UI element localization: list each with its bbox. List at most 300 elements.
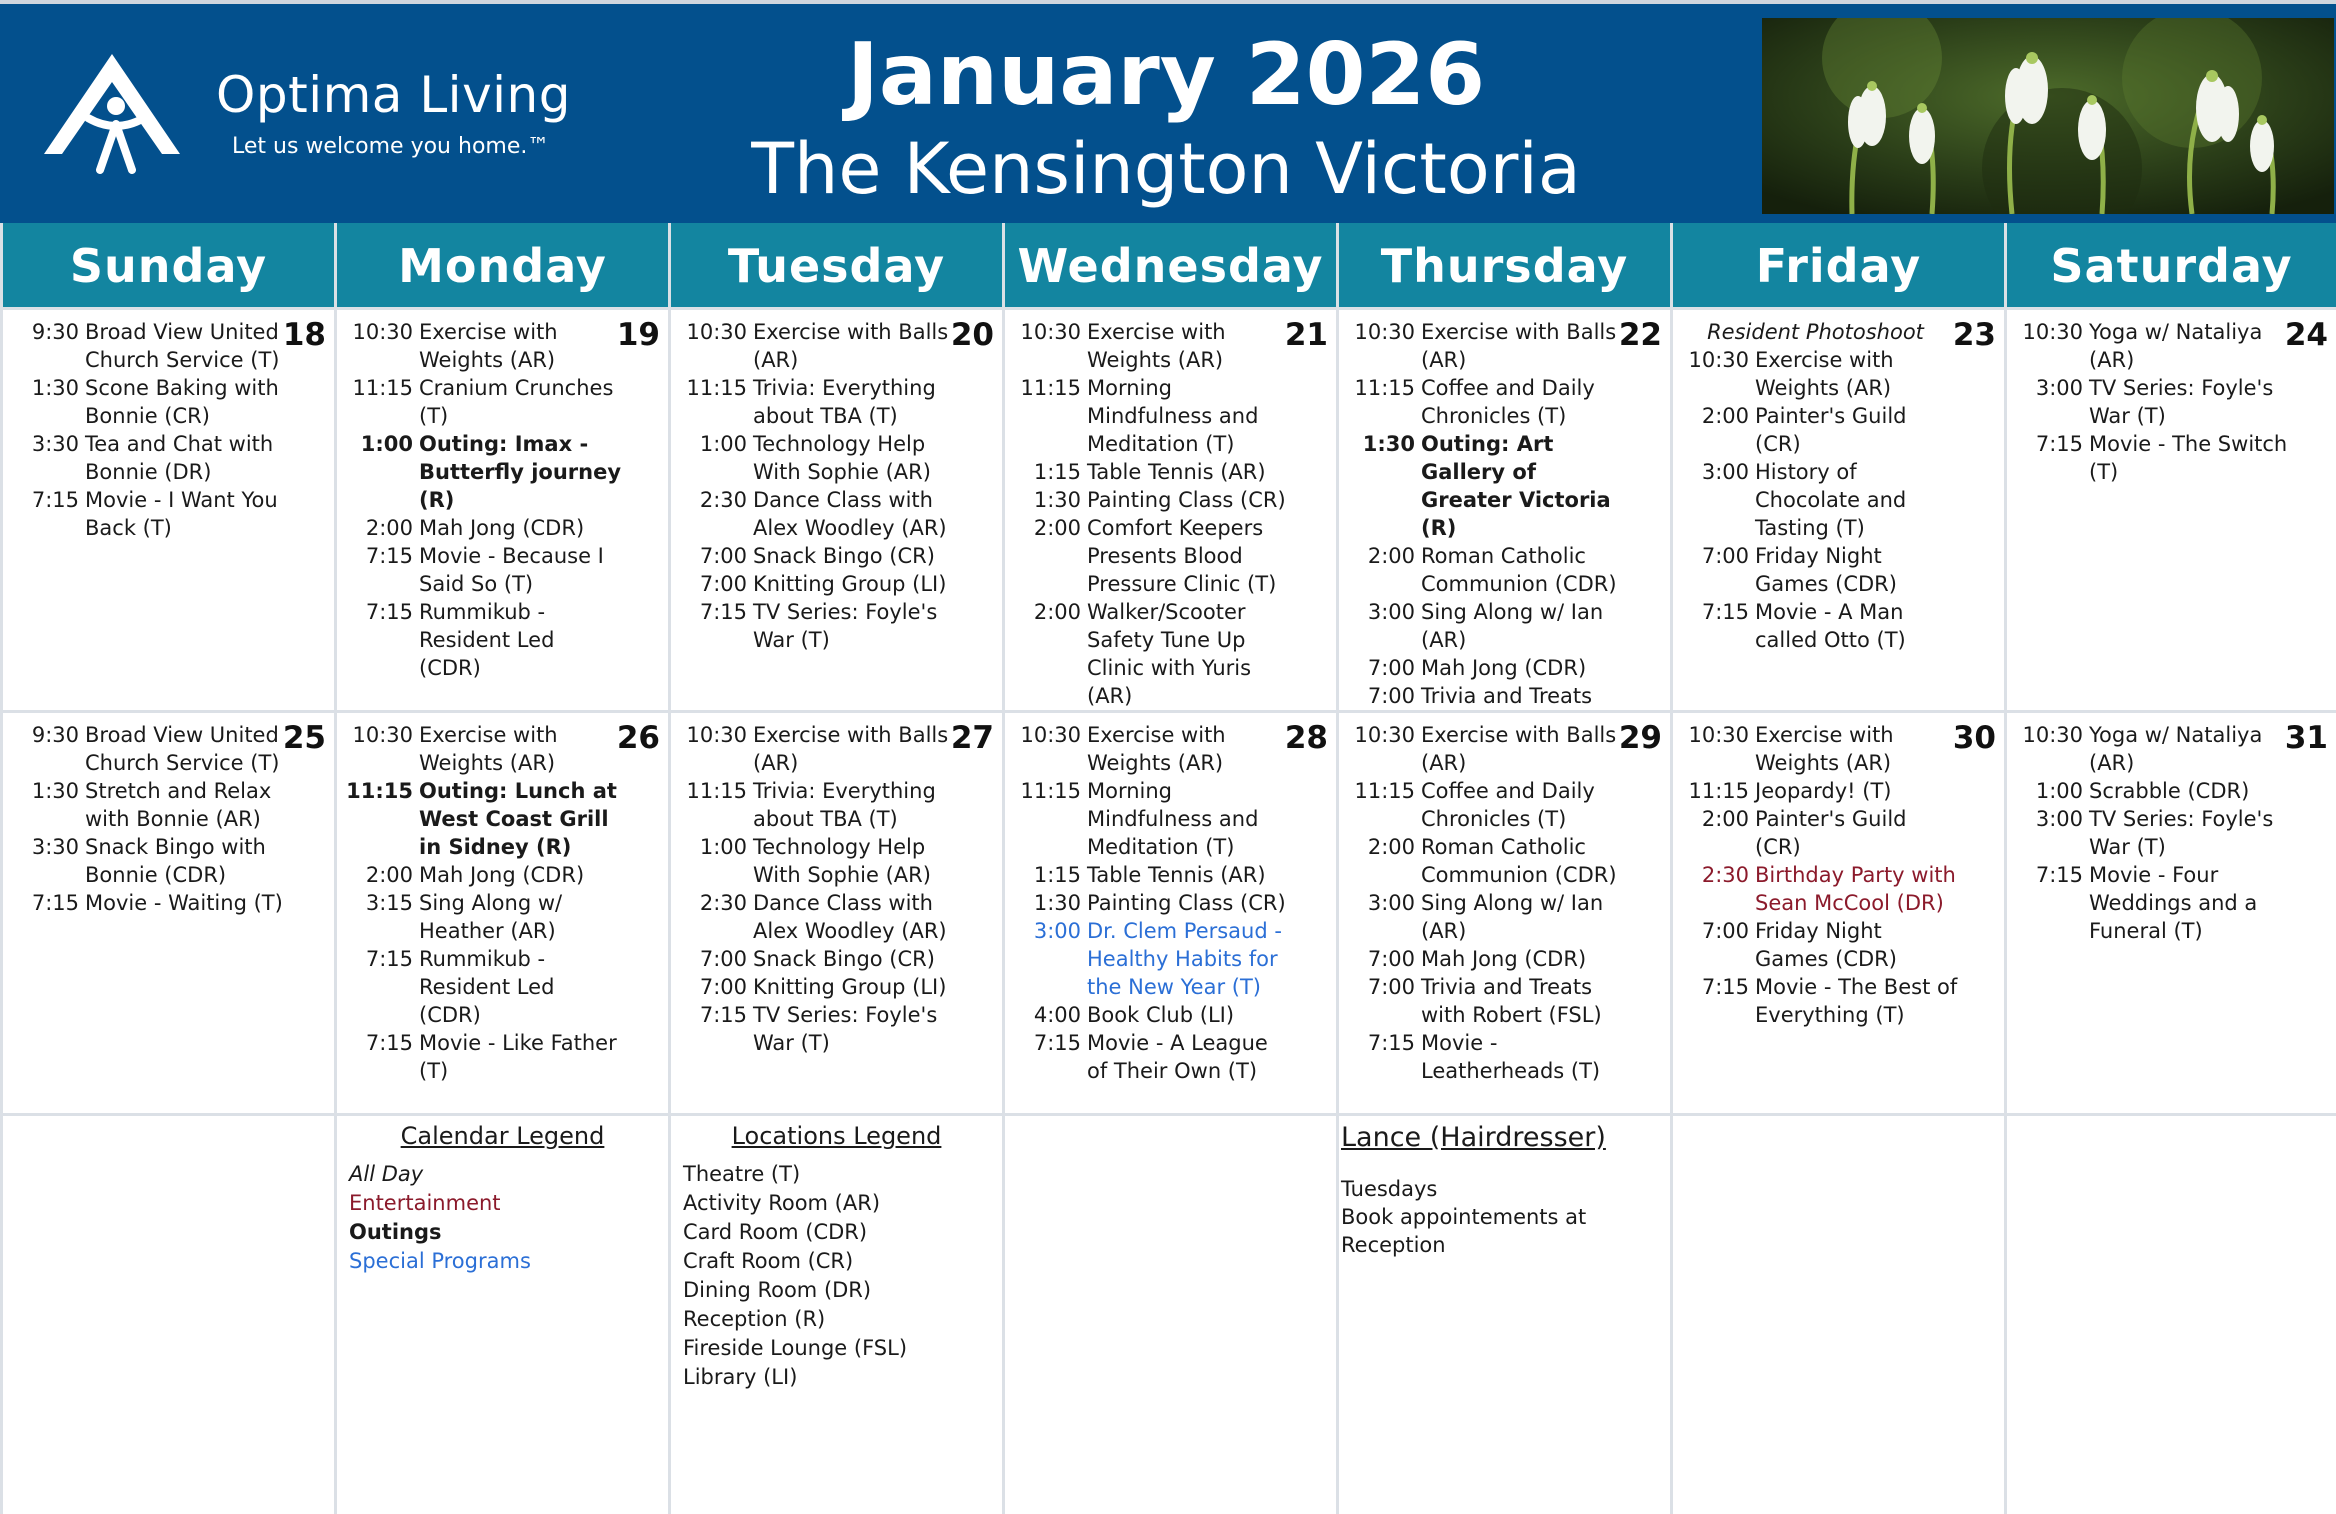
event-item <box>1005 486 1290 514</box>
event-time: 3:30 <box>31 432 79 456</box>
event-text: Snack Bingo (CR) <box>753 947 935 971</box>
hairdresser-cell <box>1336 1113 1670 1514</box>
day-number: 19 <box>616 317 660 353</box>
event-item <box>337 889 622 945</box>
location-item: Fireside Lounge (FSL) <box>683 1336 908 1360</box>
event-text: Stretch and Relax with Bonnie (AR) <box>85 779 272 831</box>
calendar-legend-list <box>337 1160 668 1276</box>
event-item <box>1339 833 1624 889</box>
event-time: 2:00 <box>1367 835 1415 859</box>
event-item <box>1005 777 1290 861</box>
event-text: Technology Help With Sophie (AR) <box>753 432 931 484</box>
event-item <box>1005 721 1290 777</box>
day-events <box>1339 721 1624 1085</box>
legend-outings: Outings <box>349 1220 442 1244</box>
event-text: Yoga w/ Nataliya (AR) <box>2089 723 2263 775</box>
location-item: Activity Room (AR) <box>683 1191 881 1215</box>
event-time: 7:15 <box>365 947 413 971</box>
all-day-event: Resident Photoshoot <box>1707 320 1924 344</box>
event-item <box>1673 458 1958 542</box>
empty-cell-saturday <box>2004 1113 2336 1514</box>
hairdresser-title: Lance (Hairdresser) <box>1341 1122 1606 1153</box>
event-item <box>671 318 956 374</box>
hairdresser-booking: Book appointements at Reception <box>1341 1205 1587 1257</box>
event-item <box>1339 598 1624 654</box>
dow-sunday: Sunday <box>0 223 334 307</box>
event-time: 3:00 <box>1367 891 1415 915</box>
day-events <box>1673 318 1958 654</box>
event-time: 7:15 <box>1701 600 1749 624</box>
event-text: Comfort Keepers Presents Blood Pressure Clinic (T) <box>1087 516 1277 596</box>
event-item <box>1005 598 1290 710</box>
event-time: 11:15 <box>686 779 747 803</box>
event-text: Morning Mindfulness and Meditation (T) <box>1087 376 1259 456</box>
event-text: Table Tennis (AR) <box>1087 460 1266 484</box>
snowdrop-flowers-image <box>1762 18 2334 214</box>
event-text: Exercise with Balls (AR) <box>1421 320 1617 372</box>
location-item: Craft Room (CR) <box>683 1249 854 1273</box>
optima-living-logo <box>44 54 571 174</box>
event-time: 7:15 <box>1033 1031 1081 1055</box>
event-item-outing <box>337 430 622 514</box>
event-time: 3:00 <box>1701 460 1749 484</box>
event-text: Knitting Group (LI) <box>753 572 947 596</box>
event-item <box>1339 945 1624 973</box>
event-text: Mah Jong (CDR) <box>419 516 585 540</box>
event-text: TV Series: Foyle's War (T) <box>2089 807 2274 859</box>
event-time: 7:15 <box>365 1031 413 1055</box>
event-item <box>671 833 956 889</box>
event-text: Friday Night Games (CDR) <box>1755 919 1897 971</box>
event-text: Trivia and Treats <box>1421 684 1593 708</box>
event-item <box>1673 346 1958 402</box>
locations-legend-title: Locations Legend <box>731 1122 942 1150</box>
event-time: 11:15 <box>1354 376 1415 400</box>
event-time: 3:30 <box>31 835 79 859</box>
location-item: Card Room (CDR) <box>683 1220 868 1244</box>
event-time: 7:15 <box>365 544 413 568</box>
event-time: 7:15 <box>31 891 79 915</box>
event-text: Broad View United Church Service (T) <box>85 723 280 775</box>
event-time: 7:00 <box>1367 656 1415 680</box>
day-cell-23 <box>1670 307 2004 710</box>
day-cell-30 <box>1670 710 2004 1113</box>
event-text: Exercise with Balls (AR) <box>753 723 949 775</box>
event-item <box>3 374 288 430</box>
event-time: 1:15 <box>1033 460 1081 484</box>
event-time: 10:30 <box>1354 723 1415 747</box>
event-time: 11:15 <box>686 376 747 400</box>
event-item <box>337 318 622 374</box>
day-cell-18 <box>0 307 334 710</box>
event-text: Mah Jong (CDR) <box>1421 947 1587 971</box>
event-text: Roman Catholic Communion (CDR) <box>1421 544 1617 596</box>
day-number: 28 <box>1284 720 1328 756</box>
event-text: Table Tennis (AR) <box>1087 863 1266 887</box>
event-time: 2:00 <box>1701 807 1749 831</box>
event-time: 1:30 <box>1362 432 1415 456</box>
event-time: 10:30 <box>1354 320 1415 344</box>
event-text: Sing Along w/ Ian (AR) <box>1421 600 1604 652</box>
event-item <box>1339 889 1624 945</box>
event-item <box>671 542 956 570</box>
event-time: 7:00 <box>1367 947 1415 971</box>
event-text: Exercise with Balls (AR) <box>753 320 949 372</box>
event-text: Sing Along w/ Ian (AR) <box>1421 891 1604 943</box>
event-text: Walker/Scooter Safety Tune Up Clinic with Yuris (AR) <box>1087 600 1252 708</box>
event-text: Exercise with Weights (AR) <box>1087 723 1226 775</box>
event-item <box>1673 973 1958 1029</box>
day-events <box>1339 318 1624 710</box>
dow-wednesday: Wednesday <box>1002 223 1336 307</box>
house-person-logo-icon <box>44 54 214 174</box>
event-text: Technology Help With Sophie (AR) <box>753 835 931 887</box>
event-text: Trivia: Everything about TBA (T) <box>753 779 936 831</box>
event-item <box>1339 777 1624 833</box>
event-time: 10:30 <box>686 320 747 344</box>
event-item <box>3 721 288 777</box>
event-text: Movie - Like Father (T) <box>419 1031 617 1083</box>
event-time: 7:15 <box>1367 1031 1415 1055</box>
day-events <box>2007 318 2290 486</box>
event-text: Dr. Clem Persaud - Healthy Habits for the New Year (T) <box>1087 919 1282 999</box>
event-text: Yoga w/ Nataliya (AR) <box>2089 320 2263 372</box>
event-time: 11:15 <box>1688 779 1749 803</box>
event-item-outing <box>337 777 622 861</box>
event-time: 7:00 <box>1701 919 1749 943</box>
event-item <box>1673 777 1958 805</box>
event-time: 2:00 <box>1701 404 1749 428</box>
calendar-grid <box>0 223 2336 1514</box>
event-text: Coffee and Daily Chronicles (T) <box>1421 376 1595 428</box>
event-item <box>2007 861 2290 945</box>
event-item <box>1005 1001 1290 1029</box>
event-time: 11:15 <box>1020 779 1081 803</box>
day-events <box>1005 318 1290 710</box>
event-time: 11:15 <box>1354 779 1415 803</box>
event-time: 10:30 <box>2022 320 2083 344</box>
event-time: 7:00 <box>699 544 747 568</box>
legend-special-programs: Special Programs <box>349 1249 531 1273</box>
day-number: 21 <box>1284 317 1328 353</box>
event-text: Outing: Art Gallery of Greater Victoria (R) <box>1421 432 1611 540</box>
event-text: Jeopardy! (T) <box>1755 779 1892 803</box>
event-text: Mah Jong (CDR) <box>1421 656 1587 680</box>
event-item <box>1005 1029 1290 1085</box>
event-text: Painting Class (CR) <box>1087 488 1286 512</box>
day-number: 26 <box>616 720 660 756</box>
location-item: Reception (R) <box>683 1307 826 1331</box>
day-cell-19 <box>334 307 668 710</box>
calendar-subtitle: The Kensington Victoria <box>751 128 1581 210</box>
logo-tagline: Let us welcome you home.™ <box>232 134 550 159</box>
day-number: 23 <box>1952 317 1996 353</box>
dow-saturday: Saturday <box>2004 223 2336 307</box>
event-time: 7:00 <box>699 572 747 596</box>
event-item <box>1005 514 1290 598</box>
event-item <box>1673 598 1958 654</box>
event-text: Birthday Party with Sean McCool (DR) <box>1755 863 1956 915</box>
event-item <box>671 889 956 945</box>
day-number: 24 <box>2284 317 2328 353</box>
day-events <box>3 721 288 917</box>
event-item-special <box>1005 917 1290 1001</box>
day-events <box>3 318 288 542</box>
event-item-entertainment <box>1673 861 1958 917</box>
day-number: 30 <box>1952 720 1996 756</box>
day-number: 27 <box>950 720 994 756</box>
event-item <box>1005 889 1290 917</box>
event-item <box>2007 374 2290 430</box>
event-item <box>2007 805 2290 861</box>
event-text: Dance Class with Alex Woodley (AR) <box>753 891 947 943</box>
event-item <box>3 833 288 889</box>
event-item <box>1339 973 1624 1029</box>
event-item <box>337 514 622 542</box>
event-text: Movie - The Switch (T) <box>2089 432 2288 484</box>
day-events <box>671 721 956 1057</box>
day-cell-21 <box>1002 307 1336 710</box>
day-cell-25 <box>0 710 334 1113</box>
empty-cell-friday <box>1670 1113 2004 1514</box>
event-text: Exercise with Weights (AR) <box>1087 320 1226 372</box>
event-text: Movie - Four Weddings and a Funeral (T) <box>2089 863 2258 943</box>
event-text: Friday Night Games (CDR) <box>1755 544 1897 596</box>
event-text: History of Chocolate and Tasting (T) <box>1755 460 1907 540</box>
dow-tuesday: Tuesday <box>668 223 1002 307</box>
snowdrop-photo <box>1762 18 2334 214</box>
event-item-outing <box>1339 430 1624 542</box>
event-time: 2:00 <box>1033 516 1081 540</box>
event-text: Rummikub - Resident Led (CDR) <box>419 947 555 1027</box>
day-number: 25 <box>282 720 326 756</box>
event-text: Knitting Group (LI) <box>753 975 947 999</box>
event-item <box>337 721 622 777</box>
event-text: Rummikub - Resident Led (CDR) <box>419 600 555 680</box>
day-events <box>671 318 956 654</box>
event-item <box>3 889 288 917</box>
event-time: 10:30 <box>2022 723 2083 747</box>
event-time: 10:30 <box>1688 348 1749 372</box>
day-cell-26 <box>334 710 668 1113</box>
empty-cell-sunday <box>0 1113 334 1514</box>
event-time: 9:30 <box>31 320 79 344</box>
event-text: Snack Bingo with Bonnie (CDR) <box>85 835 266 887</box>
day-number: 22 <box>1618 317 1662 353</box>
event-item <box>2007 318 2290 374</box>
location-item: Library (LI) <box>683 1365 798 1389</box>
event-item <box>1005 861 1290 889</box>
event-item <box>1005 318 1290 374</box>
locations-legend-cell <box>668 1113 1002 1514</box>
dow-monday: Monday <box>334 223 668 307</box>
event-text: Movie - Waiting (T) <box>85 891 283 915</box>
calendar-header <box>0 0 2336 223</box>
event-time: 2:00 <box>1033 600 1081 624</box>
event-time: 3:15 <box>365 891 413 915</box>
event-item <box>2007 721 2290 777</box>
event-item <box>337 598 622 682</box>
event-time: 1:15 <box>1033 863 1081 887</box>
event-text: Cranium Crunches (T) <box>419 376 614 428</box>
days-of-week-header <box>0 223 2336 307</box>
event-time: 1:30 <box>31 779 79 803</box>
event-item <box>1339 654 1624 682</box>
event-time: 11:15 <box>1020 376 1081 400</box>
event-text: Exercise with Weights (AR) <box>419 723 558 775</box>
event-item <box>1005 458 1290 486</box>
event-item <box>337 861 622 889</box>
event-text: Movie - Leatherheads (T) <box>1421 1031 1601 1083</box>
event-text: Painter's Guild (CR) <box>1755 404 1907 456</box>
event-text: Sing Along w/ Heather (AR) <box>419 891 563 943</box>
calendar-legend-cell <box>334 1113 668 1514</box>
event-time: 2:00 <box>365 516 413 540</box>
day-cell-24 <box>2004 307 2336 710</box>
event-time: 10:30 <box>352 320 413 344</box>
event-item <box>1339 682 1624 710</box>
event-text: Outing: Lunch at West Coast Grill in Sidney (R) <box>419 779 617 859</box>
event-time: 7:00 <box>699 947 747 971</box>
event-time: 7:15 <box>699 600 747 624</box>
event-time: 2:00 <box>1367 544 1415 568</box>
event-item <box>671 973 956 1001</box>
event-item <box>2007 430 2290 486</box>
event-time: 9:30 <box>31 723 79 747</box>
event-time: 7:15 <box>2035 432 2083 456</box>
event-time: 2:30 <box>699 891 747 915</box>
event-text: TV Series: Foyle's War (T) <box>753 1003 938 1055</box>
event-time: 3:00 <box>2035 807 2083 831</box>
dow-friday: Friday <box>1670 223 2004 307</box>
event-time: 11:15 <box>346 779 413 803</box>
event-text: Movie - The Best of Everything (T) <box>1755 975 1958 1027</box>
event-item <box>1339 318 1624 374</box>
day-number: 18 <box>282 317 326 353</box>
event-item <box>1673 721 1958 777</box>
event-item <box>1673 917 1958 973</box>
event-time: 1:30 <box>31 376 79 400</box>
event-text: Tea and Chat with Bonnie (DR) <box>85 432 274 484</box>
day-number: 29 <box>1618 720 1662 756</box>
event-text: Coffee and Daily Chronicles (T) <box>1421 779 1595 831</box>
event-text: Outing: Imax - Butterfly journey (R) <box>419 432 622 512</box>
event-item <box>1339 721 1624 777</box>
event-item <box>3 777 288 833</box>
day-events <box>2007 721 2290 945</box>
event-text: Snack Bingo (CR) <box>753 544 935 568</box>
event-item <box>671 430 956 486</box>
event-time: 7:15 <box>1701 975 1749 999</box>
event-item <box>1673 402 1958 458</box>
hairdresser-day: Tuesdays <box>1341 1177 1438 1201</box>
event-time: 1:00 <box>360 432 413 456</box>
calendar-title: January 2026 <box>846 25 1486 125</box>
event-time: 7:15 <box>2035 863 2083 887</box>
event-time: 2:30 <box>1701 863 1749 887</box>
event-item <box>2007 777 2290 805</box>
event-text: Movie - A Man called Otto (T) <box>1755 600 1906 652</box>
day-cell-28 <box>1002 710 1336 1113</box>
event-text: Movie - I Want You Back (T) <box>85 488 278 540</box>
calendar-legend-title: Calendar Legend <box>400 1122 605 1150</box>
logo-name: Optima Living <box>216 66 571 124</box>
event-item <box>3 318 288 374</box>
event-time: 1:00 <box>2035 779 2083 803</box>
event-item <box>337 374 622 430</box>
event-time: 10:30 <box>686 723 747 747</box>
day-cell-27 <box>668 710 1002 1113</box>
locations-legend-list <box>671 1160 1002 1392</box>
event-item <box>1339 542 1624 598</box>
event-item <box>671 486 956 542</box>
event-text: Scone Baking with Bonnie (CR) <box>85 376 279 428</box>
event-text: Dance Class with Alex Woodley (AR) <box>753 488 947 540</box>
event-time: 7:00 <box>1701 544 1749 568</box>
event-time: 3:00 <box>1033 919 1081 943</box>
legend-all-day: All Day <box>349 1162 424 1186</box>
event-time: 3:00 <box>2035 376 2083 400</box>
event-item <box>671 570 956 598</box>
event-item <box>671 1001 956 1057</box>
event-item <box>337 945 622 1029</box>
event-time: 1:30 <box>1033 891 1081 915</box>
event-text: Exercise with Balls (AR) <box>1421 723 1617 775</box>
event-item <box>1005 374 1290 458</box>
event-text: Trivia and Treats with Robert (FSL) <box>1421 975 1602 1027</box>
event-time: 4:00 <box>1033 1003 1081 1027</box>
event-text: Mah Jong (CDR) <box>419 863 585 887</box>
legend-entertainment: Entertainment <box>349 1191 501 1215</box>
event-item <box>337 1029 622 1085</box>
event-time: 10:30 <box>1020 320 1081 344</box>
event-text: Broad View United Church Service (T) <box>85 320 280 372</box>
event-time: 1:00 <box>699 432 747 456</box>
day-cell-31 <box>2004 710 2336 1113</box>
event-text: Morning Mindfulness and Meditation (T) <box>1087 779 1259 859</box>
event-time: 11:15 <box>352 376 413 400</box>
location-item: Dining Room (DR) <box>683 1278 872 1302</box>
event-text: TV Series: Foyle's War (T) <box>753 600 938 652</box>
event-text: Scrabble (CDR) <box>2089 779 2250 803</box>
event-text: Book Club (LI) <box>1087 1003 1235 1027</box>
event-item <box>671 777 956 833</box>
event-time: 7:00 <box>699 975 747 999</box>
event-text: Painter's Guild (CR) <box>1755 807 1907 859</box>
event-time: 1:30 <box>1033 488 1081 512</box>
day-number: 20 <box>950 317 994 353</box>
event-item <box>671 945 956 973</box>
event-time: 7:15 <box>699 1003 747 1027</box>
event-item <box>3 486 288 542</box>
dow-thursday: Thursday <box>1336 223 1670 307</box>
event-time: 7:15 <box>365 600 413 624</box>
event-text: Exercise with Weights (AR) <box>419 320 558 372</box>
event-text: TV Series: Foyle's War (T) <box>2089 376 2274 428</box>
event-item <box>3 430 288 486</box>
event-text: Movie - A League of Their Own (T) <box>1087 1031 1268 1083</box>
event-time: 3:00 <box>1367 600 1415 624</box>
event-time: 10:30 <box>1688 723 1749 747</box>
day-cell-29 <box>1336 710 1670 1113</box>
day-events <box>337 721 622 1085</box>
event-time: 7:15 <box>31 488 79 512</box>
location-item: Theatre (T) <box>683 1162 801 1186</box>
event-item <box>671 374 956 430</box>
event-text: Movie - Because I Said So (T) <box>419 544 604 596</box>
day-events <box>337 318 622 682</box>
day-cell-20 <box>668 307 1002 710</box>
